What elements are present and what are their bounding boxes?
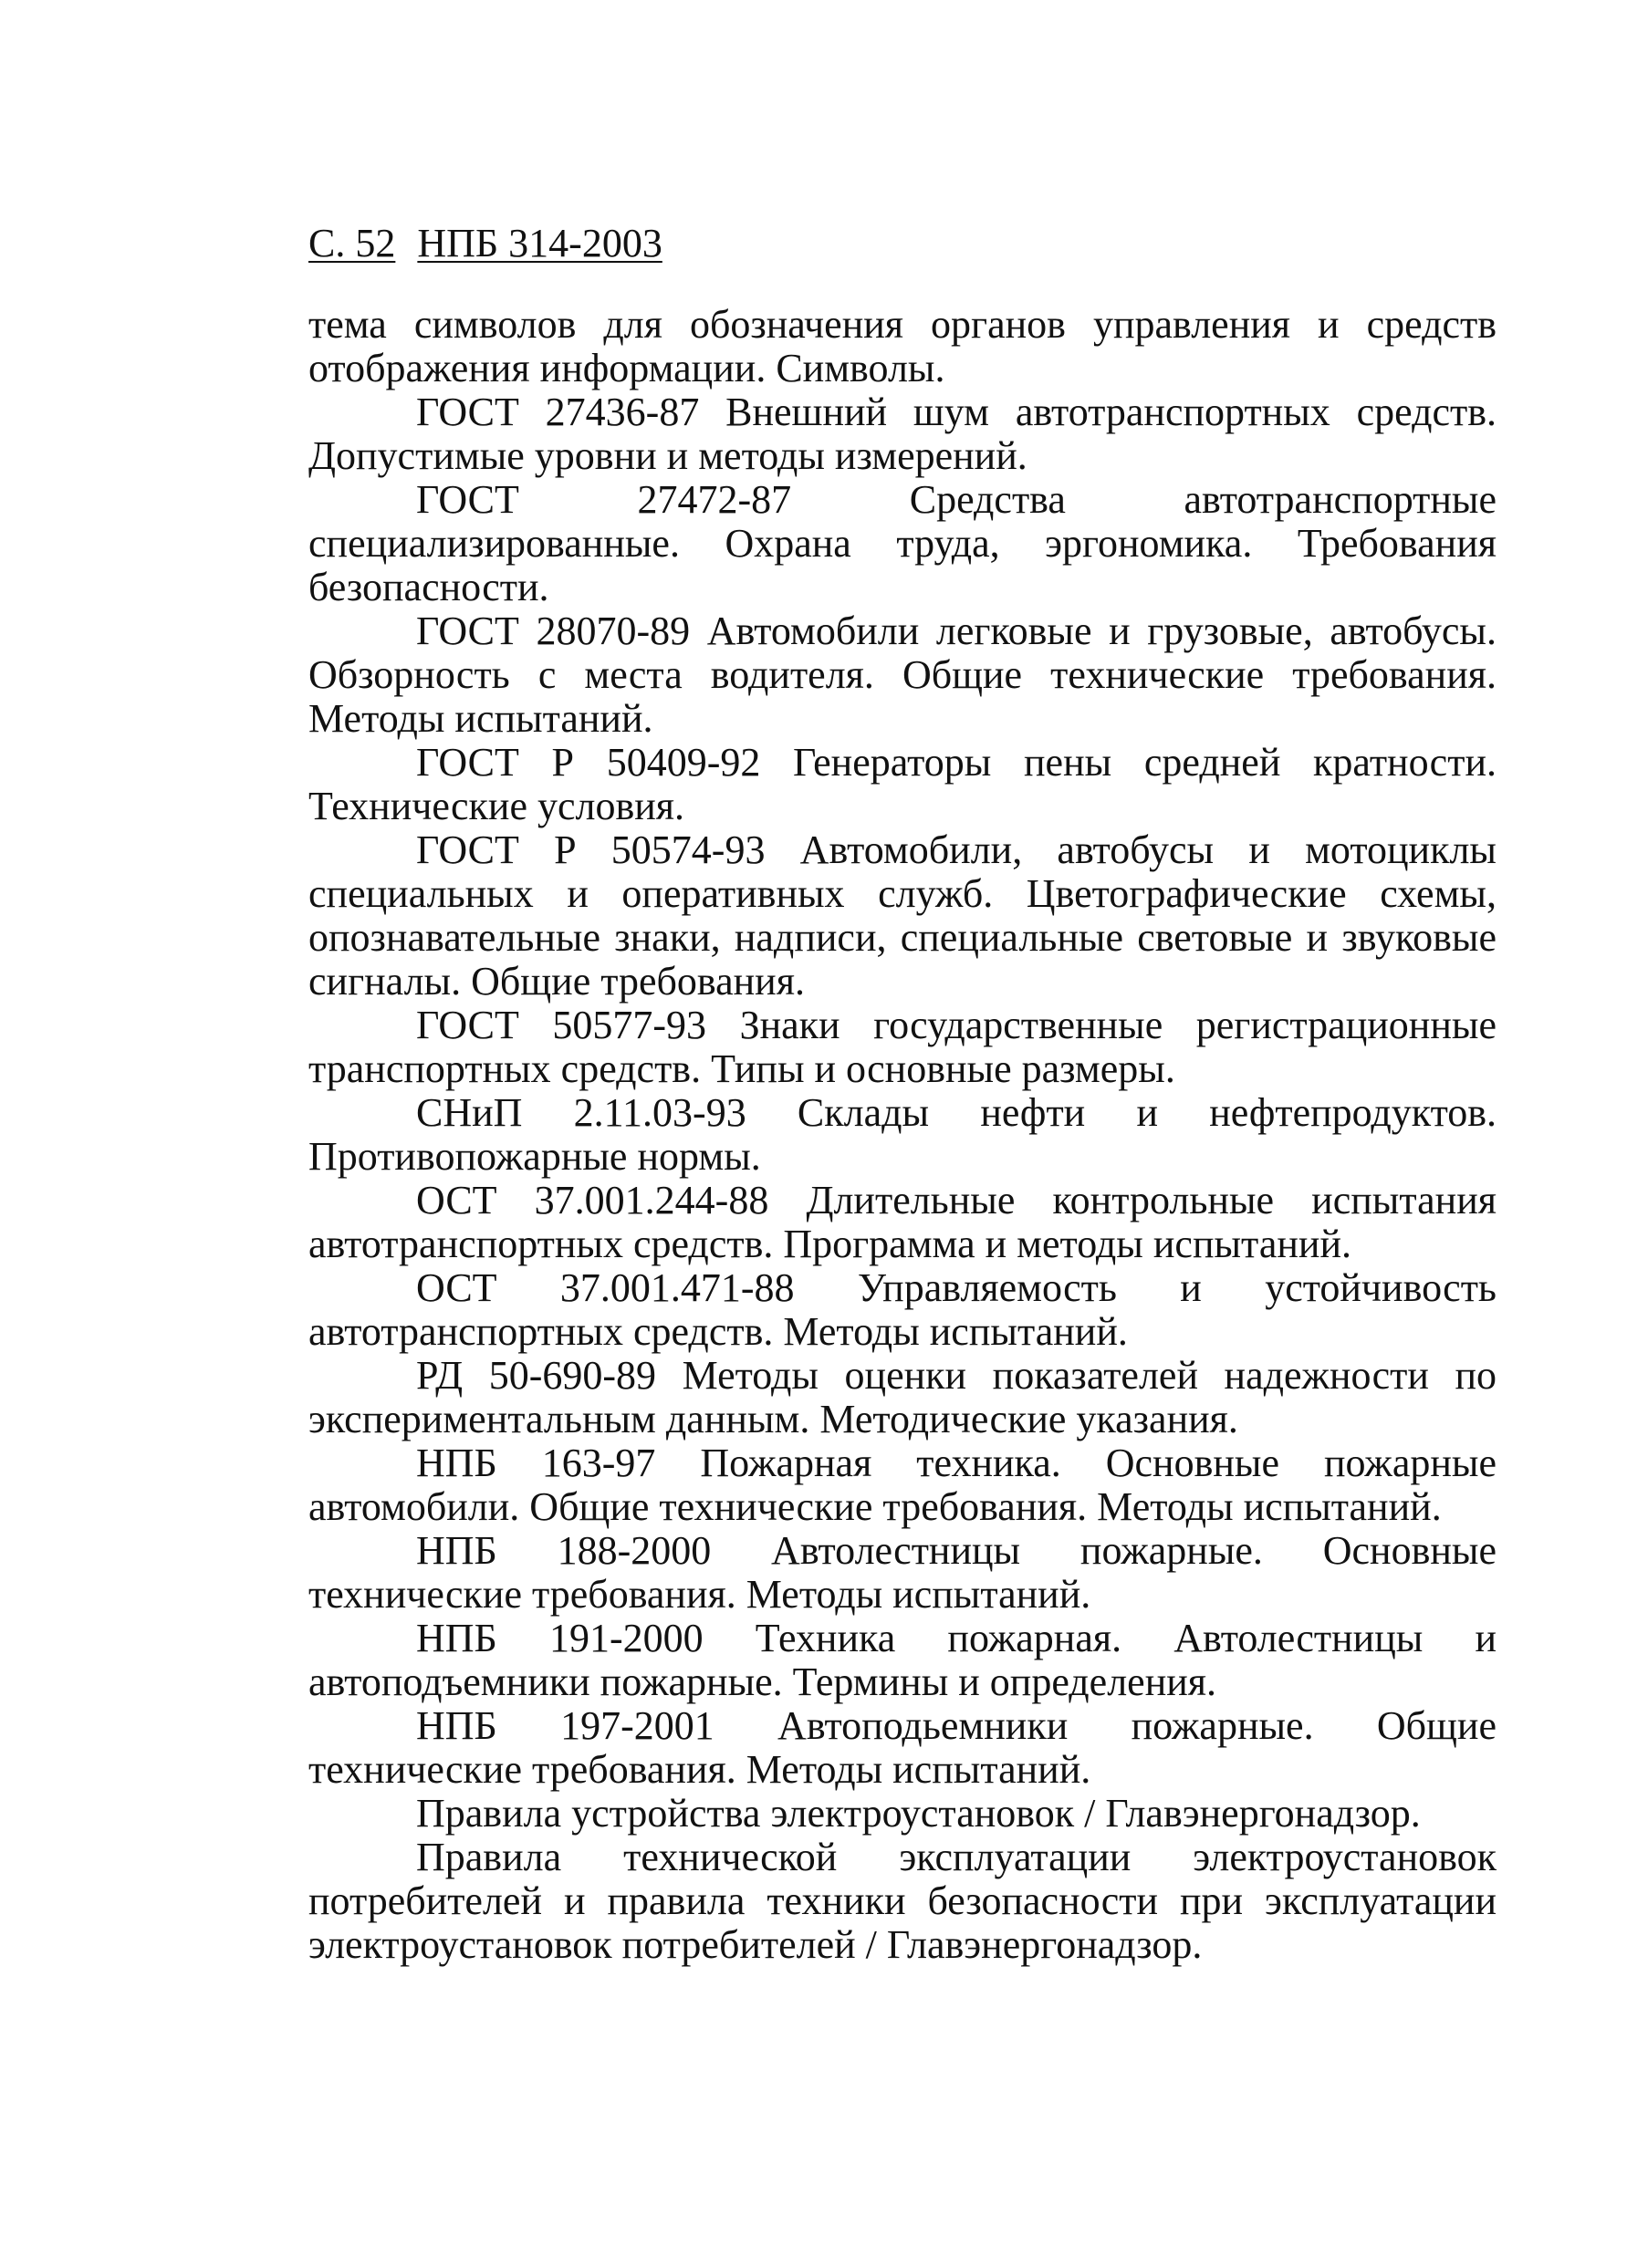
reference-item: ОСТ 37.001.244-88 Длительные контрольные испытания автотранспортных средств. Программа и методы испытаний. <box>308 1178 1497 1266</box>
reference-item: НПБ 191-2000 Техника пожарная. Автолестницы и автоподъемники пожарные. Термины и определения. <box>308 1616 1497 1704</box>
reference-list <box>308 303 1497 1967</box>
reference-item: ГОСТ 50577-93 Знаки государственные регистрационные транспортных средств. Типы и основные размеры. <box>308 1003 1497 1091</box>
reference-item: НПБ 197-2001 Автоподьемники пожарные. Общие технические требования. Методы испытаний. <box>308 1703 1497 1792</box>
reference-item: СНиП 2.11.03-93 Склады нефти и нефтепродуктов. Противопожарные нормы. <box>308 1090 1497 1179</box>
reference-item: ГОСТ Р 50574-93 Автомобили, автобусы и мотоциклы специальных и оперативных служб. Цветографические схемы, опознавательные знаки, надписи, специальные световые и звуковые сигналы. Общие требования. <box>308 827 1497 1004</box>
page-header <box>308 221 662 266</box>
reference-item: Правила технической эксплуатации электроустановок потребителей и правила техники безопасности при эксплуатации электроустановок потребителей / Главэнергонадзор. <box>308 1835 1497 1967</box>
document-code: НПБ 314-2003 <box>417 221 662 265</box>
page-number: С. 52 <box>308 221 396 265</box>
continuation-text: тема символов для обозначения органов управления и средств отображения информации. Символы. <box>308 302 1497 390</box>
reference-item: ГОСТ 27472-87 Средства автотранспортные специализированные. Охрана труда, эргономика. Требования безопасности. <box>308 477 1497 609</box>
reference-item: ГОСТ Р 50409-92 Генераторы пены средней кратности. Технические условия. <box>308 740 1497 828</box>
reference-item: РД 50-690-89 Методы оценки показателей надежности по экспериментальным данным. Методические указания. <box>308 1353 1497 1441</box>
reference-item: ОСТ 37.001.471-88 Управляемость и устойчивость автотранспортных средств. Методы испытаний. <box>308 1265 1497 1354</box>
reference-item: ГОСТ 27436-87 Внешний шум автотранспортных средств. Допустимые уровни и методы измерений. <box>308 390 1497 478</box>
reference-item: ГОСТ 28070-89 Автомобили легковые и грузовые, автобусы. Обзорность с места водителя. Общие технические требования. Методы испытаний. <box>308 609 1497 741</box>
reference-item: Правила устройства электроустановок / Главэнергонадзор. <box>416 1791 1421 1836</box>
reference-item: НПБ 163-97 Пожарная техника. Основные пожарные автомобили. Общие технические требования. Методы испытаний. <box>308 1441 1497 1529</box>
reference-item: НПБ 188-2000 Автолестницы пожарные. Основные технические требования. Методы испытаний. <box>308 1528 1497 1617</box>
